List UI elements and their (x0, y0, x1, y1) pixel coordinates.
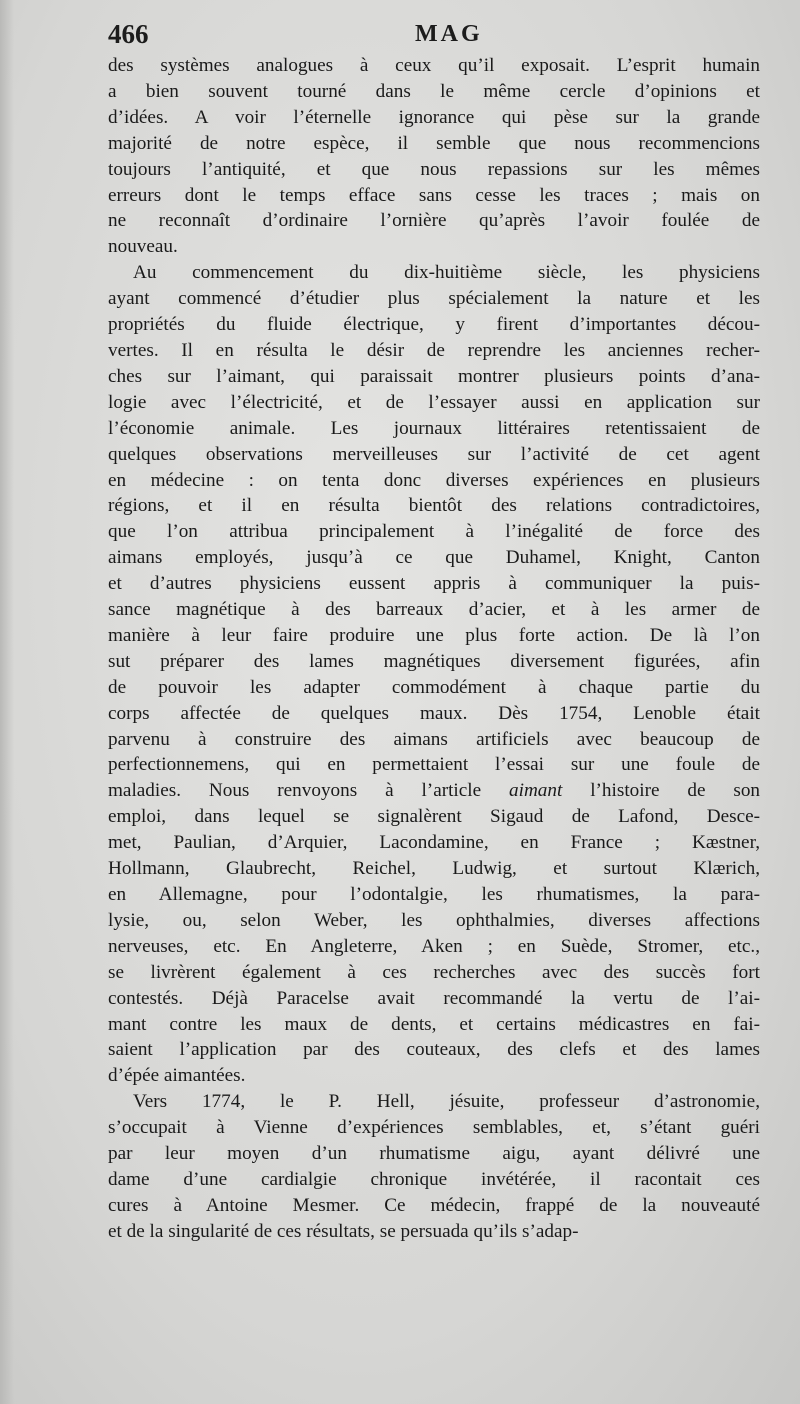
text-line: que l’on attribua principalement à l’inégalité de force des (108, 521, 760, 543)
text-line: parvenu à construire des aimans artificiels avec beaucoup de (108, 728, 760, 750)
body-text (108, 53, 760, 1245)
running-head: MAG (415, 21, 483, 47)
text-line: Hollmann, Glaubrecht, Reichel, Ludwig, et surtout Klærich, (108, 858, 760, 880)
paragraph (108, 260, 760, 1089)
page-number: 466 (108, 19, 149, 49)
text-line: erreurs dont le temps efface sans cesse les traces ; mais on (108, 184, 760, 206)
text-line: d’épée aimantées. (108, 1065, 246, 1087)
page-header (108, 18, 763, 50)
text-line: par leur moyen d’un rhumatisme aigu, ayant délivré une (108, 1143, 760, 1165)
text-line: majorité de notre espèce, il semble que nous recommencions (108, 132, 760, 154)
text-line: aimans employés, jusqu’à ce que Duhamel, Knight, Canton (108, 547, 760, 569)
text-line: des systèmes analogues à ceux qu’il exposait. L’esprit humain (108, 55, 760, 76)
text-line: quelques observations merveilleuses sur l’activité de cet agent (108, 443, 760, 465)
text-line: dame d’une cardialgie chronique invétérée, il racontait ces (108, 1168, 760, 1190)
text-line: sance magnétique à des barreaux d’acier, et à les armer de (108, 599, 760, 621)
text-line: vertes. Il en résulta le désir de reprendre les anciennes recher- (108, 339, 760, 361)
text-line: sut préparer des lames magnétiques diversement figurées, afin (108, 650, 760, 672)
text-line: et d’autres physiciens eussent appris à communiquer la puis- (108, 573, 760, 595)
text-line: d’idées. A voir l’éternelle ignorance qui pèse sur la grande (108, 106, 760, 128)
paragraph (108, 53, 760, 260)
text-line: propriétés du fluide électrique, y firent d’importantes décou- (108, 314, 760, 336)
text-line: et de la singularité de ces résultats, se persuada qu’ils s’adap- (108, 1220, 579, 1242)
text-line: cures à Antoine Mesmer. Ce médecin, frappé de la nouveauté (108, 1194, 760, 1216)
text-line: a bien souvent tourné dans le même cercle d’opinions et (108, 80, 760, 102)
text-line: en Allemagne, pour l’odontalgie, les rhumatismes, la para- (108, 884, 760, 905)
text-line: régions, et il en résulta bientôt des relations contradictoires, (108, 495, 760, 517)
text-line: logie avec l’électricité, et de l’essayer aussi en application sur (108, 391, 760, 413)
text-line: nouveau. (108, 236, 178, 258)
text-line: toujours l’antiquité, et que nous repassions sur les mêmes (108, 158, 760, 180)
text-line: Au commencement du dix-huitième siècle, les physiciens (133, 262, 760, 284)
page-gutter-shadow (0, 0, 14, 1404)
text-line: met, Paulian, d’Arquier, Lacondamine, en France ; Kæstner, (108, 832, 760, 854)
text-line: ches sur l’aimant, qui paraissait montrer plusieurs points d’ana- (108, 365, 760, 387)
text-line: s’occupait à Vienne d’expériences semblables, et, s’étant guéri (108, 1117, 760, 1139)
paragraph (108, 1089, 760, 1244)
text-line: emploi, dans lequel se signalèrent Sigaud de Lafond, Desce- (108, 806, 760, 828)
text-line: contestés. Déjà Paracelse avait recommandé la vertu de l’ai- (108, 987, 760, 1009)
text-line: saient l’application par des couteaux, des clefs et des lames (108, 1039, 760, 1061)
text-line: ne reconnaît d’ordinaire l’ornière qu’après l’avoir foulée de (108, 210, 760, 232)
text-line: ayant commencé d’étudier plus spécialement la nature et les (108, 288, 760, 310)
text-line: Vers 1774, le P. Hell, jésuite, professeur d’astronomie, (133, 1091, 760, 1113)
text-line: mant contre les maux de dents, et certains médicastres en fai- (108, 1013, 760, 1035)
text-line: corps affectée de quelques maux. Dès 1754, Lenoble était (108, 702, 760, 724)
text-line: l’économie animale. Les journaux littéraires retentissaient de (108, 417, 760, 439)
text-line: maladies. Nous renvoyons à l’article aimant l’histoire de son (108, 780, 761, 802)
text-line: lysie, ou, selon Weber, les ophthalmies, diverses affections (108, 909, 760, 931)
text-line: se livrèrent également à ces recherches avec des succès fort (108, 961, 760, 983)
text-line: manière à leur faire produire une plus forte action. De là l’on (108, 624, 760, 646)
text-line: en médecine : on tenta donc diverses expériences en plusieurs (108, 469, 760, 491)
text-line: de pouvoir les adapter commodément à chaque partie du (108, 676, 760, 698)
text-line: nerveuses, etc. En Angleterre, Aken ; en Suède, Stromer, etc., (108, 935, 760, 957)
italic-term: aimant (509, 780, 563, 802)
text-line: perfectionnemens, qui en permettaient l’essai sur une foule de (108, 754, 760, 776)
